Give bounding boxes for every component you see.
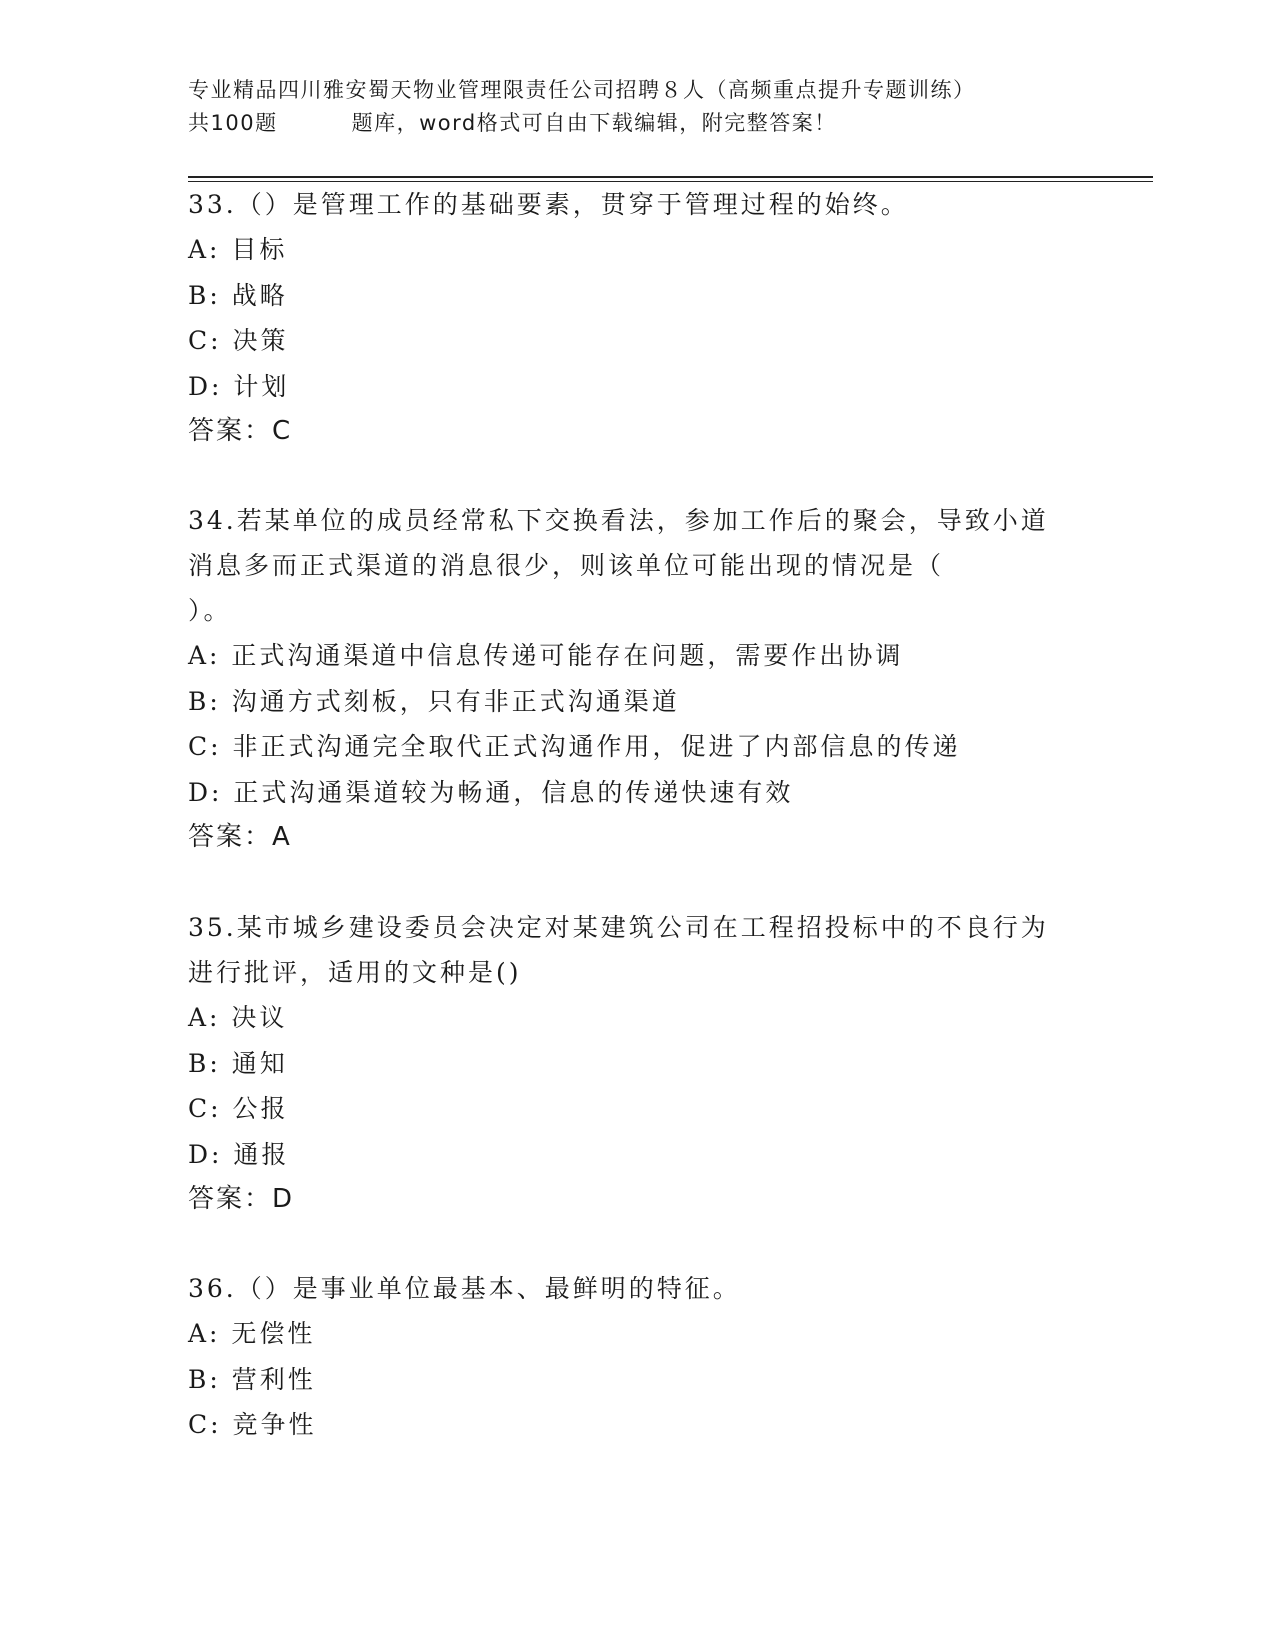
question-text: 33.（）是管理工作的基础要素，贯穿于管理过程的始终。	[188, 190, 909, 219]
option-d: D: 正式沟通渠道较为畅通，信息的传递快速有效	[188, 777, 794, 807]
header-subtitle	[188, 107, 1148, 140]
question-text: 36.（）是事业单位最基本、最鲜明的特征。	[188, 1274, 741, 1303]
question-text-line1: 34.若某单位的成员经常私下交换看法，参加工作后的聚会，导致小道	[188, 506, 1049, 535]
question-36	[188, 1266, 1088, 1448]
answer: 答案：A	[188, 822, 292, 852]
option-d: D: 通报	[188, 1139, 290, 1169]
document-header	[188, 74, 1148, 140]
option-b: B: 通知	[188, 1048, 288, 1078]
question-33	[188, 182, 1088, 454]
question-34	[188, 498, 1088, 860]
answer: 答案：D	[188, 1184, 295, 1214]
option-a: A: 决议	[188, 1003, 288, 1032]
header-note: 题库，word格式可自由下载编辑，附完整答案！	[351, 111, 837, 135]
option-a: A: 无偿性	[188, 1319, 316, 1348]
option-a: A: 目标	[188, 235, 288, 264]
option-b: B: 战略	[188, 280, 288, 310]
answer: 答案：C	[188, 416, 293, 446]
option-b: B: 沟通方式刻板，只有非正式沟通渠道	[188, 686, 680, 716]
header-title: 专业精品四川雅安蜀天物业管理限责任公司招聘８人（高频重点提升专题训练）	[188, 78, 976, 102]
option-d: D: 计划	[188, 371, 290, 401]
option-c: C: 公报	[188, 1094, 289, 1123]
header-count: 共100题	[188, 111, 278, 135]
option-a: A: 正式沟通渠道中信息传递可能存在问题，需要作出协调	[188, 641, 904, 670]
option-c: C: 非正式沟通完全取代正式沟通作用，促进了内部信息的传递	[188, 732, 961, 761]
option-c: C: 决策	[188, 326, 289, 355]
header-divider-thick	[188, 176, 1153, 178]
question-text-line1: 35.某市城乡建设委员会决定对某建筑公司在工程招投标中的不良行为	[188, 913, 1049, 942]
option-b: B: 营利性	[188, 1364, 316, 1394]
question-text-line2: 消息多而正式渠道的消息很少，则该单位可能出现的情况是（	[188, 551, 945, 580]
question-text-line2: 进行批评，适用的文种是()	[188, 958, 522, 987]
question-text-line3: ）。	[188, 596, 232, 625]
option-c: C: 竞争性	[188, 1410, 317, 1439]
question-35	[188, 905, 1088, 1222]
